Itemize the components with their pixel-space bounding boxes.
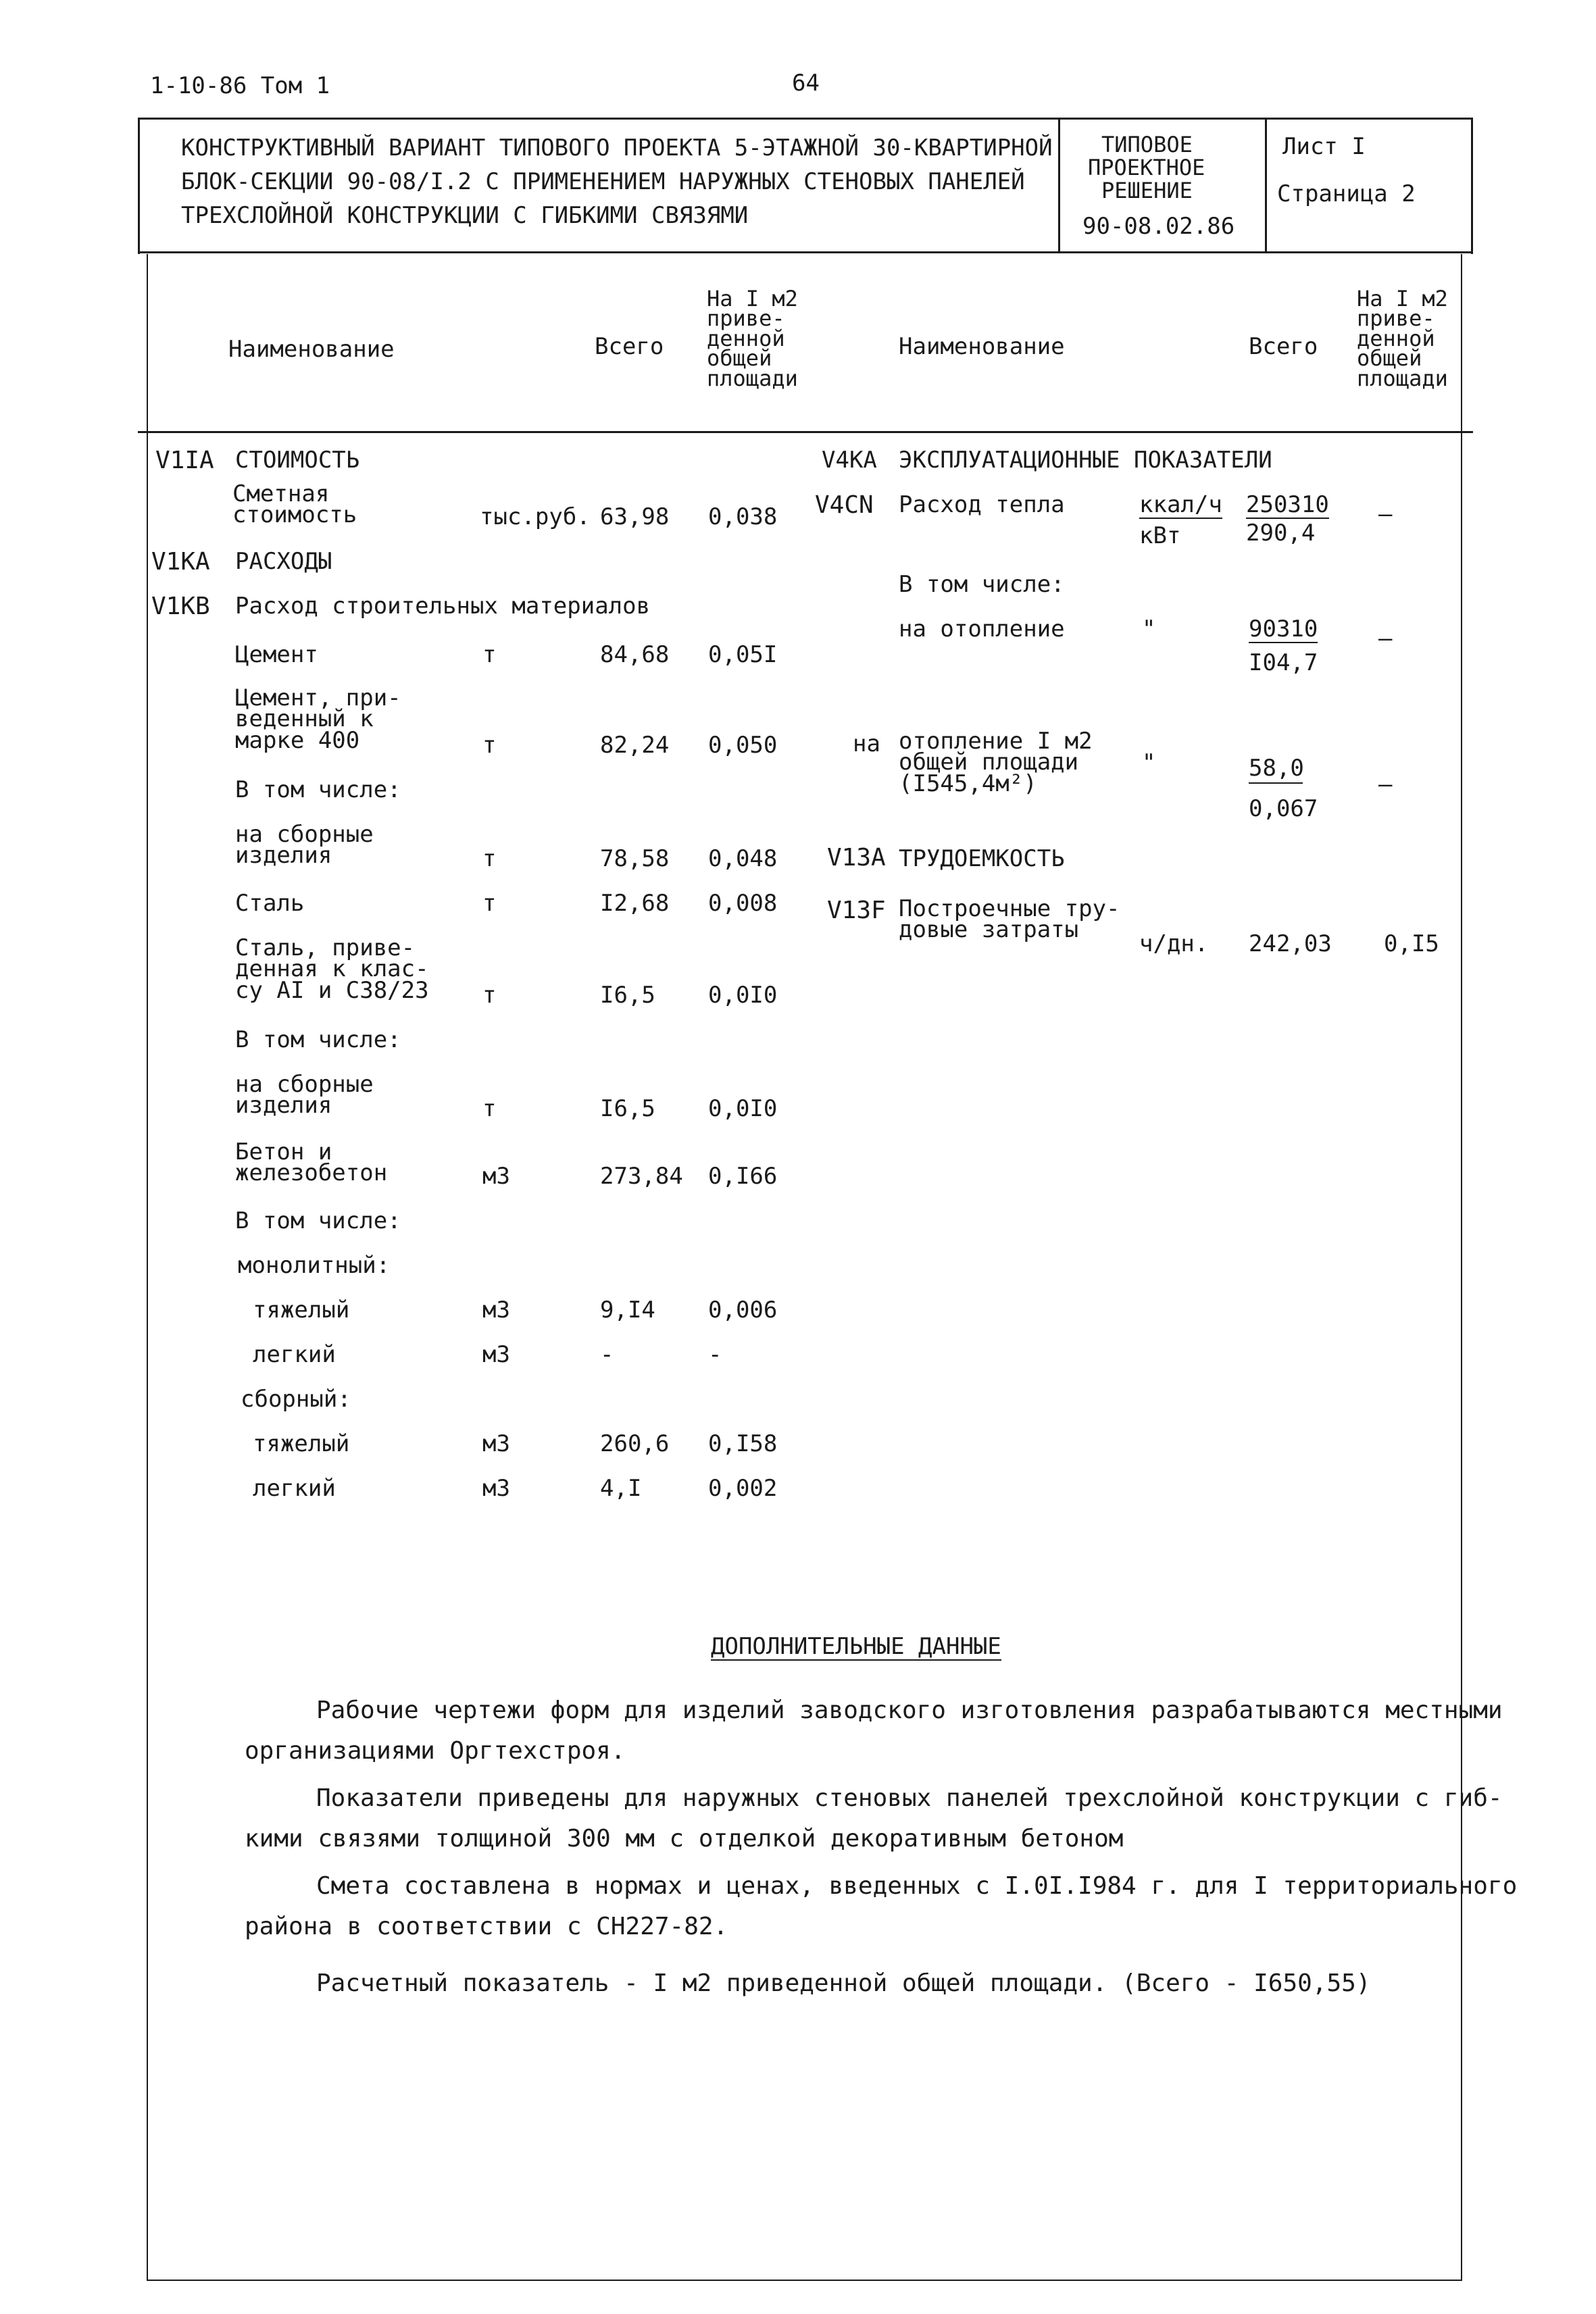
site-labor-per-m2: 0,I5 [1384, 930, 1439, 957]
table-row: сборный: [241, 1386, 351, 1413]
col-total-header: Всего [595, 333, 664, 360]
estimated-cost-per-m2: 0,038 [708, 503, 778, 530]
project-code: 90-08.02.86 [1082, 213, 1235, 240]
materials-title: Расход строительных материалов [235, 593, 651, 620]
additional-title: ДОПОЛНИТЕЛЬНЫЕ ДАННЫЕ [711, 1633, 1001, 1660]
materials-code: V1КВ [151, 593, 210, 620]
site-labor-unit: ч/дн. [1139, 930, 1209, 957]
heating2-name: отопление I м2 общей площади (I545,4м²) [899, 728, 1093, 797]
heat-dash: — [1378, 501, 1393, 528]
title-line-1: КОНСТРУКТИВНЫЙ ВАРИАНТ ТИПОВОГО ПРОЕКТА 5-ЭТАЖНОЙ 30-КВАРТИРНОЙ [181, 134, 1053, 161]
type-line-3: РЕШЕНИЕ [1101, 178, 1193, 203]
heating-name: на отопление [899, 615, 1065, 643]
additional-p1-line2: организациями Оргтехстроя. [245, 1737, 626, 1765]
site-labor-total: 242,03 [1249, 930, 1332, 957]
header-divider [138, 431, 1473, 433]
col-total-header-right: Всего [1249, 333, 1318, 360]
heating-value-bottom: I04,7 [1249, 649, 1318, 676]
heat-unit-bottom: кВт [1139, 522, 1181, 549]
heat-value-top: 250310 [1246, 491, 1329, 518]
page-bottom-border [147, 2280, 1462, 2281]
col-per-m2-header: На I м2 приве- денной общей площади [707, 286, 798, 391]
page-left-border [147, 254, 148, 2281]
additional-p4: Расчетный показатель - I м2 приведенной общей площади. (Всего - I650,55) [316, 1969, 1371, 1997]
title-line-2: БЛОК-СЕКЦИИ 90-08/I.2 С ПРИМЕНЕНИЕМ НАРУЖНЫХ СТЕНОВЫХ ПАНЕЛЕЙ [181, 168, 1025, 195]
heating2-dash: — [1378, 771, 1393, 798]
additional-p3-line1: Смета составлена в нормах и ценах, введенных с I.0I.I984 г. для I территориального [316, 1872, 1518, 1900]
type-line-2: ПРОЕКТНОЕ [1088, 155, 1205, 180]
heat-code: V4СN [815, 491, 874, 519]
heat-value-bottom: 290,4 [1246, 520, 1316, 547]
heating-dash: — [1378, 625, 1393, 652]
heating2-value-bottom: 0,067 [1249, 795, 1318, 822]
cost-code: V1IA [155, 447, 214, 474]
heating2-value-top: 58,0 [1249, 757, 1303, 784]
ops-title: ЭКСПЛУАТАЦИОННЫЕ ПОКАЗАТЕЛИ [899, 447, 1272, 474]
table-row: В том числе: [235, 1207, 401, 1234]
heating2-prefix: на [853, 730, 880, 757]
table-row: В том числе: [235, 1026, 401, 1053]
type-line-1: ТИПОВОЕ [1101, 132, 1193, 157]
heat-incl: В том числе: [899, 571, 1065, 598]
estimated-cost-name: Сметная стоимость [232, 480, 357, 529]
additional-p1-line1: Рабочие чертежи форм для изделий заводского изготовления разрабатываются местными [316, 1696, 1503, 1724]
site-labor-code: V13F [827, 897, 886, 924]
labor-title: ТРУДОЕМКОСТЬ [899, 845, 1065, 872]
document-reference: 1-10-86 Том 1 [150, 72, 330, 99]
additional-p3-line2: района в соответствии с СН227-82. [245, 1913, 728, 1940]
page-number: 64 [792, 70, 820, 97]
expenses-code: V1КА [151, 548, 210, 576]
heating-unit: " [1142, 615, 1156, 643]
heat-name: Расход тепла [899, 491, 1065, 518]
cost-title: СТОИМОСТЬ [235, 447, 360, 474]
estimated-cost-unit: тыс.руб. [480, 503, 591, 530]
col-per-m2-header-right: На I м2 приве- денной общей площади [1357, 286, 1448, 391]
site-labor-name: Построечные тру- довые затраты [899, 895, 1120, 944]
heating2-unit: " [1142, 749, 1156, 776]
expenses-title: РАСХОДЫ [235, 548, 332, 575]
estimated-cost-total: 63,98 [600, 503, 670, 530]
page-right-border [1461, 254, 1462, 2281]
labor-code: V13А [827, 844, 886, 872]
heat-unit-top: ккал/ч [1139, 491, 1222, 518]
page-label: Страница 2 [1277, 180, 1416, 207]
sheet-label: Лист I [1282, 133, 1366, 160]
title-line-3: ТРЕХСЛОЙНОЙ КОНСТРУКЦИИ С ГИБКИМИ СВЯЗЯМИ [181, 202, 749, 229]
table-row: В том числе: [235, 776, 401, 803]
col-name-header-right: Наименование [899, 333, 1065, 360]
table-row: монолитный: [238, 1252, 391, 1279]
ops-code: V4КА [822, 447, 877, 474]
additional-p2-line1: Показатели приведены для наружных стеновых панелей трехслойной конструкции с гиб- [316, 1784, 1503, 1812]
heating-value-top: 90310 [1249, 615, 1318, 643]
col-name-header: Наименование [228, 336, 395, 363]
additional-p2-line2: кими связями толщиной 300 мм с отделкой декоративным бетоном [245, 1825, 1124, 1853]
